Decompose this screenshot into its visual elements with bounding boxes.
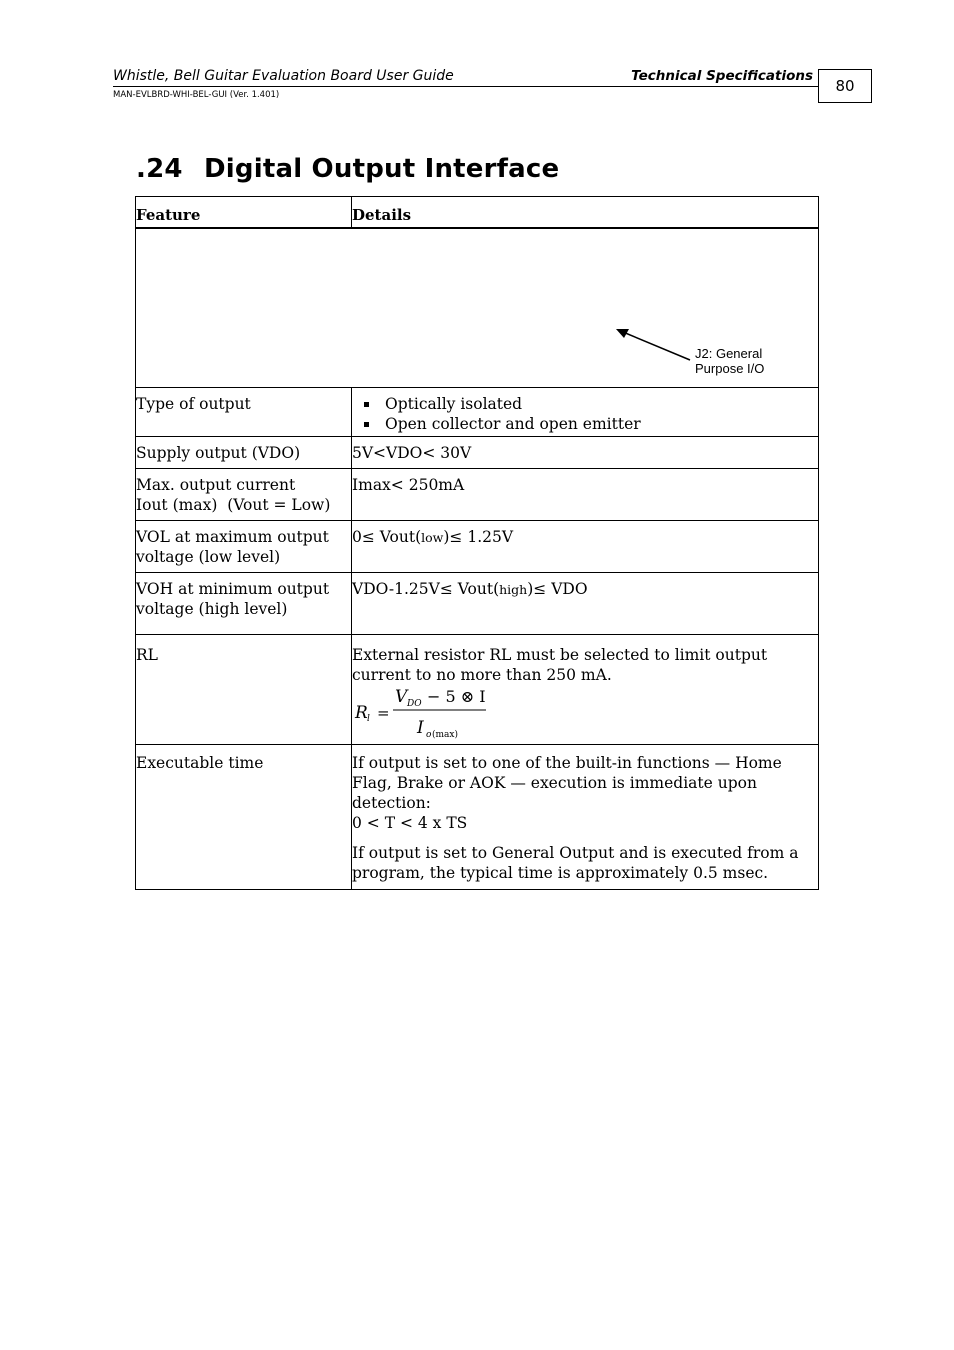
formula-lhs: R (355, 703, 368, 723)
details-cell (352, 745, 819, 890)
details-paragraph: If output is set to one of the built-in functions — Home Flag, Brake or AOK — execution is immediate upon detection: (352, 754, 782, 812)
formula-lhs-sub: l (367, 714, 370, 724)
table-header-row (136, 197, 819, 229)
details-paragraph: If output is set to General Output and is executed from a program, the typical time is approximately 0.5 msec. (352, 844, 799, 882)
header-rule (113, 86, 819, 87)
details-cell (352, 521, 819, 573)
formula-den-sub2: (max) (432, 730, 458, 740)
feature-cell: VOH at minimum output voltage (high level) (136, 573, 352, 635)
formula-num-v: V (395, 687, 408, 707)
table-row (136, 437, 819, 469)
feature-cell: RL (136, 635, 352, 745)
details-text: External resistor RL must be selected to limit output current to no more than 250 mA. (352, 646, 768, 684)
rl-formula (352, 685, 818, 743)
details-cell (352, 573, 819, 635)
details-cell: 5V<VDO< 30V (352, 437, 819, 469)
connector-image-cell (136, 228, 819, 388)
details-text: )≤ VDO (527, 580, 588, 598)
details-text: VDO-1.25V≤ Vout( (352, 580, 500, 598)
formula-graphic (352, 685, 512, 743)
image-row (136, 228, 819, 388)
callout-line-2: Purpose I/O (695, 361, 765, 376)
table-row (136, 469, 819, 521)
section-title: Digital Output Interface (204, 154, 560, 184)
section-heading (136, 154, 559, 184)
formula-num-v-sub: DO (407, 699, 422, 709)
details-cell (352, 635, 819, 745)
feature-cell (136, 469, 352, 521)
page-number: 80 (818, 69, 872, 103)
section-name: Technical Specifications (631, 68, 813, 84)
header-feature: Feature (136, 197, 352, 229)
details-subscript: low (421, 530, 444, 545)
table-row (136, 388, 819, 437)
details-cell (352, 388, 819, 437)
image-callout (695, 346, 764, 376)
details-subscript: high (499, 582, 528, 597)
feature-line: Iout (max) (Vout = Low) (136, 496, 331, 514)
callout-line-1: J2: General (695, 346, 763, 361)
feature-cell: Type of output (136, 388, 352, 437)
details-text: 0≤ Vout( (352, 528, 422, 546)
section-number: .24 (136, 154, 183, 184)
details-text: )≤ 1.25V (443, 528, 514, 546)
feature-cell: Executable time (136, 745, 352, 890)
formula-num-rest: − 5 ⊗ I (427, 687, 486, 706)
formula-equals: = (377, 704, 390, 722)
table-row (136, 635, 819, 745)
table-row (136, 745, 819, 890)
feature-cell: Supply output (VDO) (136, 437, 352, 469)
feature-line: Max. output current (136, 476, 296, 494)
header-details: Details (352, 197, 819, 229)
formula-den-sub: o (426, 730, 432, 740)
document-code: MAN-EVLBRD-WHI-BEL-GUI (Ver. 1.401) (113, 90, 280, 100)
list-item: Optically isolated (364, 394, 818, 414)
list-item: Open collector and open emitter (364, 414, 818, 434)
details-paragraph: 0 < T < 4 x TS (352, 814, 468, 832)
details-cell: Imax< 250mA (352, 469, 819, 521)
table-row (136, 521, 819, 573)
bullet-list (352, 394, 818, 434)
document-title: Whistle, Bell Guitar Evaluation Board User Guide (113, 68, 454, 84)
feature-cell: VOL at maximum output voltage (low level) (136, 521, 352, 573)
table-row (136, 573, 819, 635)
formula-den-i: I (417, 718, 424, 738)
spec-table (135, 196, 819, 890)
